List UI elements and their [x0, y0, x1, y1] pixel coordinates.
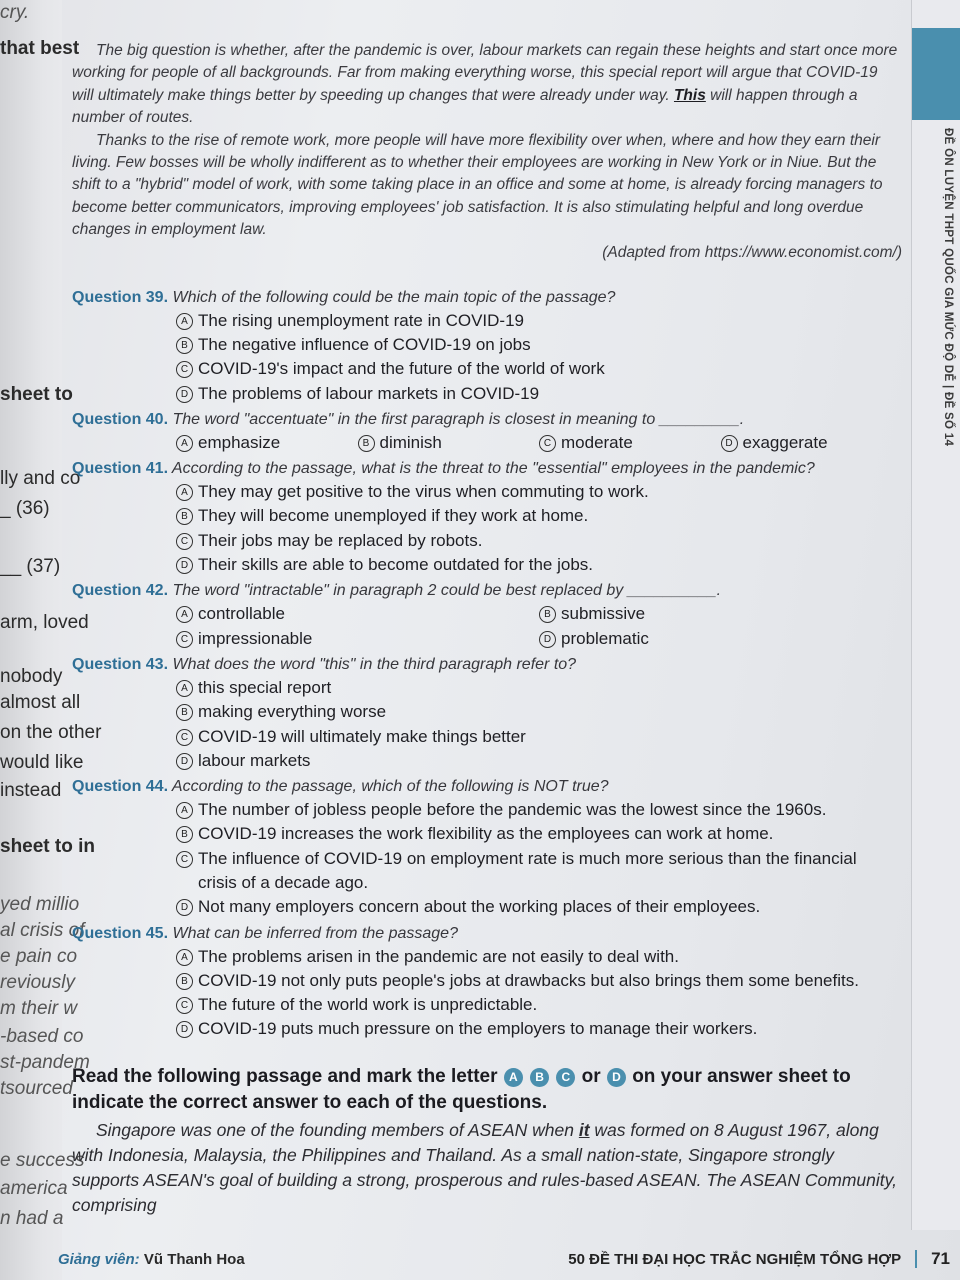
- option-text: Their skills are able to become outdated for the jobs.: [198, 555, 593, 575]
- answer-option[interactable]: [176, 749, 902, 773]
- option-text: exaggerate: [742, 432, 828, 452]
- option-letter-circle: A: [176, 484, 193, 501]
- option-letter-circle: B: [176, 973, 193, 990]
- lecturer-credit: Giảng viên: Vũ Thanh Hoa: [58, 1250, 245, 1268]
- option-text-continued: crisis of a decade ago.: [198, 873, 369, 892]
- margin-fragment: instead: [0, 780, 62, 801]
- passage-2-paragraph: Singapore was one of the founding members of ASEAN when it was formed on 8 August 1967, along with Indonesia, Malaysia, the Philippines and Thailand. As a small nation-state, Singapore strongly supports ASEAN's goal of building a strong, prosperous and rules-based ASEAN. The ASEAN Community, comprising: [72, 1119, 897, 1215]
- answer-option[interactable]: [539, 627, 902, 651]
- answer-option[interactable]: [176, 895, 902, 919]
- margin-fragment: would like: [0, 752, 84, 773]
- answer-option[interactable]: [176, 847, 902, 896]
- margin-fragment: e success: [0, 1150, 85, 1171]
- section-tab: [912, 28, 960, 120]
- book-title: 50 ĐỀ THI ĐẠI HỌC TRẮC NGHIỆM TỔNG HỢP: [568, 1250, 902, 1268]
- question-block: [72, 775, 902, 919]
- question-text: Which of the following could be the main topic of the passage?: [172, 288, 616, 306]
- answer-option[interactable]: [176, 504, 902, 528]
- option-letter-circle: A: [176, 680, 193, 697]
- question-text: The word "intractable" in paragraph 2 could be best replaced by __________.: [172, 582, 722, 600]
- option-letter-circle: D: [539, 631, 556, 648]
- option-letter-circle: C: [176, 851, 193, 868]
- question-block: [72, 579, 902, 651]
- answer-option[interactable]: [176, 993, 902, 1017]
- option-letter-circle: A: [176, 802, 193, 819]
- letter-d-badge: D: [607, 1068, 626, 1087]
- question-stem: [72, 457, 902, 480]
- option-letter-circle: C: [176, 361, 193, 378]
- option-text: submissive: [561, 604, 646, 624]
- referent-this: This: [673, 86, 706, 104]
- option-text: Not many employers concern about the working places of their employees.: [198, 897, 761, 917]
- question-stem: [72, 775, 902, 798]
- option-text: They may get positive to the virus when commuting to work.: [198, 482, 649, 502]
- footer-separator: [915, 1250, 917, 1268]
- option-letter-circle: C: [539, 435, 556, 452]
- margin-fragment: arm, loved: [0, 612, 89, 633]
- margin-fragment: lly and co: [0, 468, 81, 489]
- answer-option[interactable]: [176, 382, 902, 406]
- answer-option[interactable]: [176, 700, 902, 724]
- option-letter-circle: B: [539, 606, 556, 623]
- option-text: COVID-19 increases the work flexibility as the employees can work at home.: [198, 824, 774, 844]
- margin-fragment: almost all: [0, 692, 81, 713]
- margin-fragment: _ (36): [0, 498, 50, 519]
- option-letter-circle: D: [721, 435, 738, 452]
- option-letter-circle: C: [176, 997, 193, 1014]
- option-text: The problems arisen in the pandemic are not easily to deal with.: [198, 946, 679, 966]
- left-margin: [0, 0, 102, 1280]
- option-text: The future of the world work is unpredictable.: [198, 995, 538, 1015]
- answer-option[interactable]: [176, 822, 902, 846]
- answer-option[interactable]: [176, 553, 902, 577]
- passage-paragraph-1: The big question is whether, after the pandemic is over, labour markets can regain these heights and start once more working for people of all backgrounds. Far from making everything worse, this special report will argue that COVID-19 will ultimately make things better by speeding up changes that were already under way. This will happen through a number of routes.: [72, 42, 898, 127]
- margin-fragment: e pain co: [0, 946, 78, 967]
- right-binder-strip: [911, 0, 960, 1230]
- answer-option[interactable]: [176, 309, 902, 333]
- answer-option[interactable]: [539, 431, 721, 455]
- option-text: The rising unemployment rate in COVID-19: [198, 310, 524, 330]
- question-number: Question 43.: [72, 655, 169, 673]
- side-title: ĐỀ ÔN LUYỆN THPT QUỐC GIA MỨC ĐỘ DỄ | ĐỀ SỐ 14: [942, 128, 954, 447]
- question-text: According to the passage, which of the following is NOT true?: [171, 778, 609, 796]
- section-instruction: Read the following passage and mark the letter A B C or D on your answer sheet to indicate the correct answer to each of the questions.: [72, 1065, 851, 1113]
- option-text: The influence of COVID-19 on employment rate is much more serious than the financial: [198, 848, 857, 868]
- option-letter-circle: B: [176, 826, 193, 843]
- passage-paragraph-2: Thanks to the rise of remote work, more people will have more flexibility over when, where and how they earn their living. Few bosses will be wholly indifferent as to whether their employees are working in New York or in Niue. But the shift to a "hybrid" model of work, with some taking place in an office and some at home, is already forcing managers to become better communicators, improving employees' job satisfaction. It is also stimulating helpful and long overdue changes in employment law.: [72, 131, 883, 239]
- answer-option[interactable]: [176, 1017, 902, 1041]
- option-text: COVID-19 puts much pressure on the employers to manage their workers.: [198, 1019, 758, 1039]
- option-letter-circle: C: [176, 631, 193, 648]
- answer-option[interactable]: [176, 676, 902, 700]
- passage-source: (Adapted from https://www.economist.com/): [602, 243, 902, 261]
- question-number: Question 44.: [72, 778, 169, 796]
- option-text: diminish: [379, 432, 442, 452]
- option-text: problematic: [561, 628, 649, 648]
- option-text: Their jobs may be replaced by robots.: [198, 530, 483, 550]
- question-number: Question 41.: [72, 460, 169, 478]
- margin-fragment: cry.: [0, 2, 30, 23]
- question-text: According to the passage, what is the threat to the "essential" employees in the pandemic?: [171, 460, 815, 478]
- margin-fragment: n had a: [0, 1208, 64, 1229]
- letter-b-badge: B: [530, 1068, 549, 1087]
- option-letter-circle: C: [176, 729, 193, 746]
- option-letter-circle: B: [176, 508, 193, 525]
- question-text: What does the word "this" in the third paragraph refer to?: [172, 655, 577, 673]
- option-letter-circle: B: [176, 337, 193, 354]
- question-stem: [72, 408, 902, 431]
- margin-fragment: st-pandem: [0, 1052, 90, 1073]
- question-stem: [72, 922, 902, 945]
- option-text: controllable: [198, 604, 285, 624]
- question-block: [72, 922, 902, 1042]
- option-letter-circle: B: [176, 704, 193, 721]
- margin-fragment: sheet to: [0, 384, 73, 405]
- answer-option[interactable]: [176, 529, 902, 553]
- option-letter-circle: D: [176, 1021, 193, 1038]
- option-text: The negative influence of COVID-19 on jobs: [198, 334, 531, 354]
- option-letter-circle: A: [176, 949, 193, 966]
- answer-option[interactable]: [176, 480, 902, 504]
- answer-option[interactable]: [721, 431, 903, 455]
- page-number: 71: [931, 1249, 950, 1268]
- option-text: COVID-19's impact and the future of the world of work: [198, 359, 605, 379]
- answer-option[interactable]: [176, 627, 539, 651]
- question-number: Question 39.: [72, 288, 169, 306]
- question-number: Question 40.: [72, 410, 169, 428]
- question-stem: [72, 653, 902, 676]
- question-block: [72, 286, 902, 406]
- margin-fragment: nobody: [0, 666, 63, 687]
- question-block: [72, 408, 902, 455]
- option-text: this special report: [198, 677, 332, 697]
- answer-option[interactable]: [539, 602, 902, 626]
- question-stem: [72, 579, 902, 602]
- question-text: The word "accentuate" in the first paragraph is closest in meaning to _________.: [172, 410, 745, 428]
- option-letter-circle: A: [176, 435, 193, 452]
- main-content: [72, 40, 902, 1218]
- option-letter-circle: D: [176, 753, 193, 770]
- option-letter-circle: A: [176, 606, 193, 623]
- answer-option[interactable]: [176, 969, 902, 993]
- margin-fragment: reviously: [0, 972, 75, 993]
- option-text: labour markets: [198, 750, 311, 770]
- option-text: COVID-19 not only puts people's jobs at drawbacks but also brings them some benefits.: [198, 970, 859, 990]
- answer-option[interactable]: [176, 431, 358, 455]
- margin-fragment: -based co: [0, 1026, 84, 1047]
- question-number: Question 42.: [72, 582, 169, 600]
- option-letter-circle: A: [176, 313, 193, 330]
- page-footer: [58, 1244, 950, 1274]
- referent-it: it: [578, 1119, 590, 1140]
- option-letter-circle: D: [176, 386, 193, 403]
- margin-fragment: america: [0, 1178, 68, 1199]
- option-text: The number of jobless people before the pandemic was the lowest since the 1960s.: [198, 800, 827, 820]
- answer-option[interactable]: [176, 333, 902, 357]
- margin-fragment: yed millio: [0, 894, 80, 915]
- question-block: [72, 457, 902, 577]
- question-text: What can be inferred from the passage?: [172, 924, 458, 942]
- question-stem: [72, 286, 902, 309]
- margin-fragment: tsourced: [0, 1078, 73, 1099]
- option-letter-circle: C: [176, 533, 193, 550]
- question-number: Question 45.: [72, 924, 169, 942]
- margin-fragment: sheet to in: [0, 836, 96, 857]
- option-text: making everything worse: [198, 702, 387, 722]
- answer-option[interactable]: [176, 602, 539, 626]
- option-letter-circle: D: [176, 557, 193, 574]
- footer-right: [568, 1249, 950, 1269]
- option-text: COVID-19 will ultimately make things better: [198, 726, 526, 746]
- question-list: [72, 286, 902, 1042]
- letter-a-badge: A: [504, 1068, 523, 1087]
- option-letter-circle: D: [176, 899, 193, 916]
- margin-fragment: that best: [0, 38, 80, 59]
- answer-option[interactable]: [176, 945, 902, 969]
- option-letter-circle: B: [358, 435, 375, 452]
- margin-fragment: __ (37): [0, 556, 61, 577]
- answer-option[interactable]: [176, 798, 902, 822]
- answer-option[interactable]: [358, 431, 540, 455]
- answer-option[interactable]: [176, 357, 902, 381]
- margin-fragment: al crisis of: [0, 920, 85, 941]
- answer-option[interactable]: [176, 725, 902, 749]
- option-text: moderate: [561, 432, 633, 452]
- question-block: [72, 653, 902, 773]
- option-text: impressionable: [198, 628, 313, 648]
- margin-fragment: m their w: [0, 998, 78, 1019]
- letter-c-badge: C: [556, 1068, 575, 1087]
- option-text: They will become unemployed if they work at home.: [198, 506, 589, 526]
- margin-fragment: on the other: [0, 722, 102, 743]
- option-text: emphasize: [198, 432, 281, 452]
- option-text: The problems of labour markets in COVID-19: [198, 383, 540, 403]
